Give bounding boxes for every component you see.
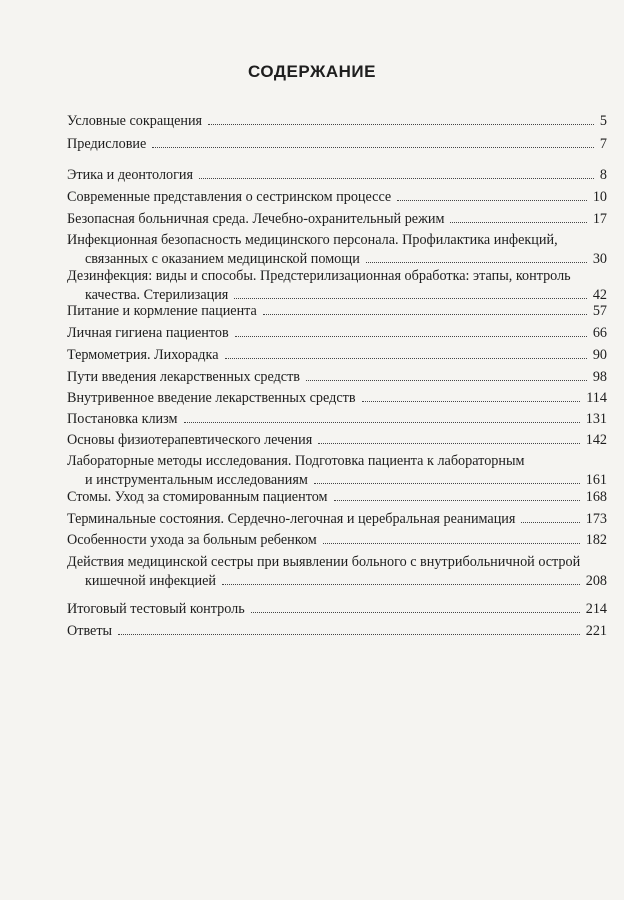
toc-entry-page: 214 xyxy=(585,601,607,617)
toc-entry xyxy=(67,389,607,408)
toc-entry-page: 168 xyxy=(585,489,607,505)
toc-entry xyxy=(67,510,607,529)
toc-entry-title: Безопасная больничная среда. Лечебно-охранительный режим xyxy=(67,211,445,227)
dot-leader xyxy=(208,124,594,125)
dot-leader xyxy=(251,612,580,613)
toc-entry xyxy=(67,302,607,321)
dot-leader xyxy=(323,543,580,544)
toc-entry-title: Постановка клизм xyxy=(67,411,178,427)
toc-entry-title-cont: качества. Стерилизация xyxy=(85,287,229,303)
toc-entry-title: Условные сокращения xyxy=(67,113,203,129)
toc-entry xyxy=(67,346,607,365)
dot-leader xyxy=(235,336,587,337)
toc-entry xyxy=(67,210,607,229)
toc-entry-title: Инфекционная безопасность медицинского персонала. Профилактика инфекций, xyxy=(67,232,558,248)
toc-entry-title: Пути введения лекарственных средств xyxy=(67,369,301,385)
toc-entry-page: 98 xyxy=(592,369,607,385)
toc-entry-title: Предисловие xyxy=(67,136,147,152)
toc-entry xyxy=(67,410,607,429)
dot-leader xyxy=(263,314,587,315)
toc-entry-title: Итоговый тестовый контроль xyxy=(67,601,245,617)
toc-entry-page: 90 xyxy=(592,347,607,363)
toc-entry-title: Лабораторные методы исследования. Подготовка пациента к лабораторным xyxy=(67,453,525,469)
toc-entry-page: 161 xyxy=(585,472,607,488)
toc-entry-title-cont: кишечной инфекцией xyxy=(85,573,216,589)
dot-leader xyxy=(314,483,580,484)
toc-entry xyxy=(67,553,607,591)
toc-entry xyxy=(67,166,607,185)
toc-entry-page: 173 xyxy=(585,511,607,527)
toc-entry-page: 66 xyxy=(592,325,607,341)
toc-entry xyxy=(67,267,607,305)
dot-leader xyxy=(199,178,594,179)
dot-leader xyxy=(366,262,587,263)
toc-entry-title: Личная гигиена пациентов xyxy=(67,325,229,341)
toc-entry xyxy=(67,368,607,387)
dot-leader xyxy=(362,401,581,402)
dot-leader xyxy=(225,358,587,359)
toc-entry xyxy=(67,324,607,343)
toc-entry xyxy=(67,135,607,154)
toc-entry-title: Стомы. Уход за стомированным пациентом xyxy=(67,489,328,505)
toc-entry-title: Этика и деонтология xyxy=(67,167,194,183)
toc-entry-title: Основы физиотерапевтического лечения xyxy=(67,432,313,448)
dot-leader xyxy=(306,380,587,381)
toc-entry-page: 5 xyxy=(599,113,607,129)
toc-entry-title: Внутривенное введение лекарственных средств xyxy=(67,390,356,406)
toc-entry-page: 114 xyxy=(586,390,607,406)
toc-entry xyxy=(67,112,607,131)
toc-entry-title: Ответы xyxy=(67,623,113,639)
toc-entry-page: 30 xyxy=(592,251,607,267)
dot-leader xyxy=(184,422,580,423)
toc-entry-title: Современные представления о сестринском процессе xyxy=(67,189,392,205)
toc-entry-page: 182 xyxy=(585,532,607,548)
toc-entry-title: Питание и кормление пациента xyxy=(67,303,257,319)
dot-leader xyxy=(397,200,587,201)
toc-entry-page: 208 xyxy=(585,573,607,589)
toc-entry-page: 57 xyxy=(592,303,607,319)
toc-entry xyxy=(67,600,607,619)
toc-entry-title: Особенности ухода за больным ребенком xyxy=(67,532,317,548)
toc-entry xyxy=(67,622,607,641)
dot-leader xyxy=(318,443,579,444)
dot-leader xyxy=(334,500,580,501)
toc-entry-page: 7 xyxy=(599,136,607,152)
toc-entry-page: 221 xyxy=(585,623,607,639)
toc-entry-page: 42 xyxy=(592,287,607,303)
toc-entry-page: 10 xyxy=(592,189,607,205)
toc-entry-title-cont: и инструментальным исследованиям xyxy=(85,472,308,488)
dot-leader xyxy=(234,298,586,299)
toc-entry xyxy=(67,188,607,207)
toc-entry-title: Действия медицинской сестры при выявлении больного с внутрибольничной острой xyxy=(67,554,581,570)
toc-entry-page: 142 xyxy=(585,432,607,448)
toc-entry xyxy=(67,231,607,269)
dot-leader xyxy=(152,147,594,148)
toc-entry-title: Терминальные состояния. Сердечно-легочная и церебральная реанимация xyxy=(67,511,516,527)
toc-entry xyxy=(67,531,607,550)
toc-entry-page: 8 xyxy=(599,167,607,183)
dot-leader xyxy=(222,584,580,585)
page-title: СОДЕРЖАНИЕ xyxy=(248,62,376,81)
dot-leader xyxy=(118,634,580,635)
toc-entry-title: Термометрия. Лихорадка xyxy=(67,347,219,363)
toc-entry-title: Дезинфекция: виды и способы. Предстерилизационная обработка: этапы, контроль xyxy=(67,268,571,284)
toc-entry-page: 131 xyxy=(585,411,607,427)
toc-entry-page: 17 xyxy=(592,211,607,227)
toc-entry xyxy=(67,488,607,507)
dot-leader xyxy=(521,522,579,523)
toc-entry xyxy=(67,452,607,490)
toc-entry-title-cont: связанных с оказанием медицинской помощи xyxy=(85,251,360,267)
dot-leader xyxy=(450,222,586,223)
toc-entry xyxy=(67,431,607,450)
